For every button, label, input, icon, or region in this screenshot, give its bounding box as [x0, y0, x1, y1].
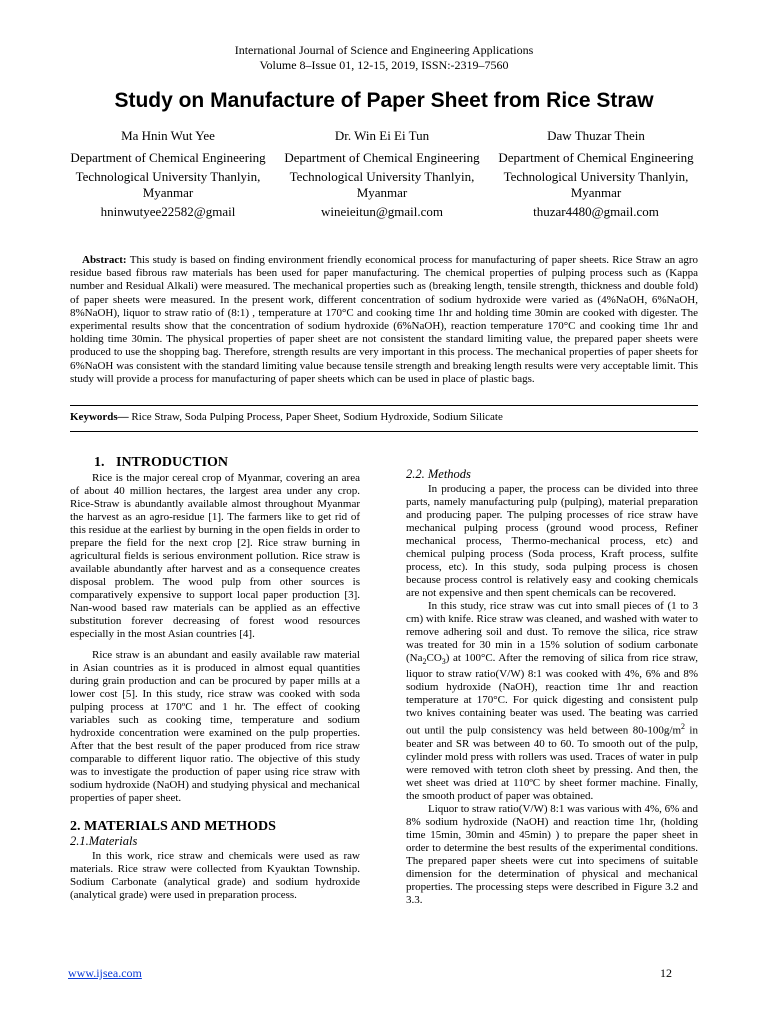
author-name: Dr. Win Ei Ei Tun [334, 128, 430, 143]
intro-paragraph-2: Rice straw is an abundant and easily available raw material in Asian countries as it is produced in almost equal quantities during grain production and can be procured by paper mills at a lower cost [5]. In this study, rice straw was cooked with soda pulping process at 170ºC and 1 hr. The effect of cooking variables such as cooking time, temperature and sodium hydroxide concentration were examined on the pulp properties. After that the best result of the paper produced from rice straw comparable to different liquor ratio. The objective of this study was to investigate the production of paper using rice straw with sodium hydroxide (NaOH) and studying physical and mechanical properties of paper sheet. [70, 649, 360, 804]
journal-header [0, 43, 768, 73]
section-number: 1. [94, 455, 105, 470]
keywords-label: Keywords— [70, 411, 129, 423]
section-heading-materials-methods: 2. MATERIALS AND METHODS [70, 819, 276, 834]
journal-issue: Volume 8–Issue 01, 12-15, 2019, ISSN:-2319–7560 [259, 58, 509, 72]
methods-paragraph-2: In this study, rice straw was cut into small pieces of (1 to 3 cm) with knife. Rice straw was cleaned, and washed with water to remove adhering soil and dust. To remove the silica, rice straw was treated for 30 min in a 15% solution of sodium carbonate $(Na_2CO_3)$ at 100°C. After the removing of silica from rice straw, liquor to straw ratio(V/W) 8:1 was cooked with 4%, 6% and 8% sodium hydroxide (NaOH), reaction time 1hr and reaction temperature at 170°C. For quick digesting and consistent pulp two knives containing beater was used. The beating was carried out until the pulp consistency was held between $80-100g/m^2$ in beater and SR was between 40 to 60. To smooth out of the pulp, cylinder mold press with rollers was used. Traces of water in pulp were removed with tetron cloth sheet by pressing. And then, the wet sheet was dried at 110ºC by sheet former machine. Finally, the smooth product of paper was obtained. [406, 600, 698, 802]
methods-paragraph-1: In producing a paper, the process can be divided into three parts, namely manufacturing pulp (pulping), material preparation and producing paper. The pulping processes of rice straw have mechanical pulping process (ground wood process, Refiner mechanical process, Thermo-mechanical process, etc) and chemical pulping process (Soda process, Kraft process, sulfite process, etc). In this study, soda pulping process is chosen because process control is relatively easy and cooking chemicals are not expensive and then spent chemicals can be recovered. [406, 483, 698, 599]
author-department: Department of Chemical Engineering [498, 149, 694, 165]
author-2 [284, 128, 480, 220]
author-affiliation: Technological University Thanlyin, Myanmar [503, 169, 689, 200]
materials-paragraph: In this work, rice straw and chemicals were used as raw materials. Rice straw were collected from Kyauktan Township. Sodium Carbonate (analytical grade) and sodium hydroxide (analytical grade) were used in preparation process. [70, 850, 360, 901]
journal-name: International Journal of Science and Engineering Applications [234, 43, 534, 57]
paper-title: Study on Manufacture of Paper Sheet from Rice Straw [114, 89, 654, 112]
abstract-label: Abstract: [82, 254, 127, 266]
author-email[interactable]: wineieitun@gmail.com [320, 204, 444, 219]
right-column [406, 468, 698, 907]
author-email[interactable]: hninwutyee22582@gmail [100, 204, 236, 219]
divider-bottom [70, 431, 698, 432]
intro-paragraph-1: Rice is the major cereal crop of Myanmar, covering an area of about 40 million hectares, the largest area under any crop. Rice-Straw is abundantly available almost throughout Myanmar the harvest as an agro-residue [1]. The farmers like to get rid of this residue at the earliest by burning in the open fields in order to prepare the field for the next crop [2]. Rice straw burning in agricultural fields is serious environment pollution. Rice straw is available abundantly after harvest and as a consequence creates disposal problem. The wood pulp from other sources is comparatively expensive to support local paper production [3]. Nan-wood based raw materials can be applied as an effective substitution forever decreasing of forest wood resources especially in the most Asian countries [4]. [70, 472, 360, 640]
methods-paragraph-3: Liquor to straw ratio(V/W) 8:1 was various with 4%, 6% and 8% sodium hydroxide (NaOH) and reaction time 1hr, (holding time 15min, 30min and 45min) ) to prepare the paper sheet in order to determine the best results of the experimental conditions. The prepared paper sheets were cut into specimens of suitable dimension for the determination of physical and mechanical properties. The processing steps were described in Figure 3.2 and 3.3. [406, 802, 698, 906]
author-name: Daw Thuzar Thein [547, 128, 645, 143]
author-name: Ma Hnin Wut Yee [121, 128, 215, 143]
subsection-heading-materials: 2.1.Materials [70, 834, 138, 848]
author-department: Department of Chemical Engineering [284, 149, 480, 165]
keywords-text: Rice Straw, Soda Pulping Process, Paper Sheet, Sodium Hydroxide, Sodium Silicate [128, 411, 503, 423]
author-1 [70, 128, 266, 220]
section-title: INTRODUCTION [116, 455, 229, 470]
author-affiliation: Technological University Thanlyin, Myanmar [75, 169, 261, 200]
author-list [70, 128, 694, 220]
author-department: Department of Chemical Engineering [70, 149, 266, 165]
author-affiliation: Technological University Thanlyin, Myanmar [289, 169, 475, 200]
footer-website-link[interactable]: www.ijsea.com [68, 966, 142, 980]
abstract-text: This study is based on finding environment friendly economical process for manufacturing of paper sheets. Rice Straw an agro residue based fibrous raw materials has been used for paper manufacturing. The chemical properties of pulping process such as (Kappa number and Residual Alkali) were measured. The mechanical properties such as (breaking length, tensile strength, thickness and double fold) of paper sheets were measured. In the present work, different concentration of sodium hydroxide were varied as (4%NaOH, 6%NaOH, 8%NaOH), liquor to straw ratio of (8:1) , temperature at 170°C and cooking time 1hr and holding time 30min are cooked with digester. The experimental results show that the concentration of sodium hydroxide (6%NaOH), reaction temperature 170°C and cooking time 1hr and holding time 30min. The physical properties of paper sheet are not consistent the standard limiting value, the prepared paper sheets were produced to use the shopping bag. Therefore, strength results are very important in this process. The mechanical properties of paper sheets for 6%NaOH was consistent with the standard limiting value because tensile strength and breaking length results were very acceptable limit. This study will provide a process for manufacturing of paper sheets which can be used in place of plastic bags. [70, 254, 698, 385]
author-email[interactable]: thuzar4480@gmail.com [533, 204, 659, 219]
author-3 [498, 128, 694, 220]
subsection-heading-methods: 2.2. Methods [406, 467, 471, 481]
section-heading-introduction [70, 456, 360, 469]
keywords [70, 411, 698, 423]
page-number: 12 [660, 966, 672, 980]
abstract [70, 254, 698, 386]
left-column [70, 456, 360, 902]
divider-top [70, 405, 698, 406]
